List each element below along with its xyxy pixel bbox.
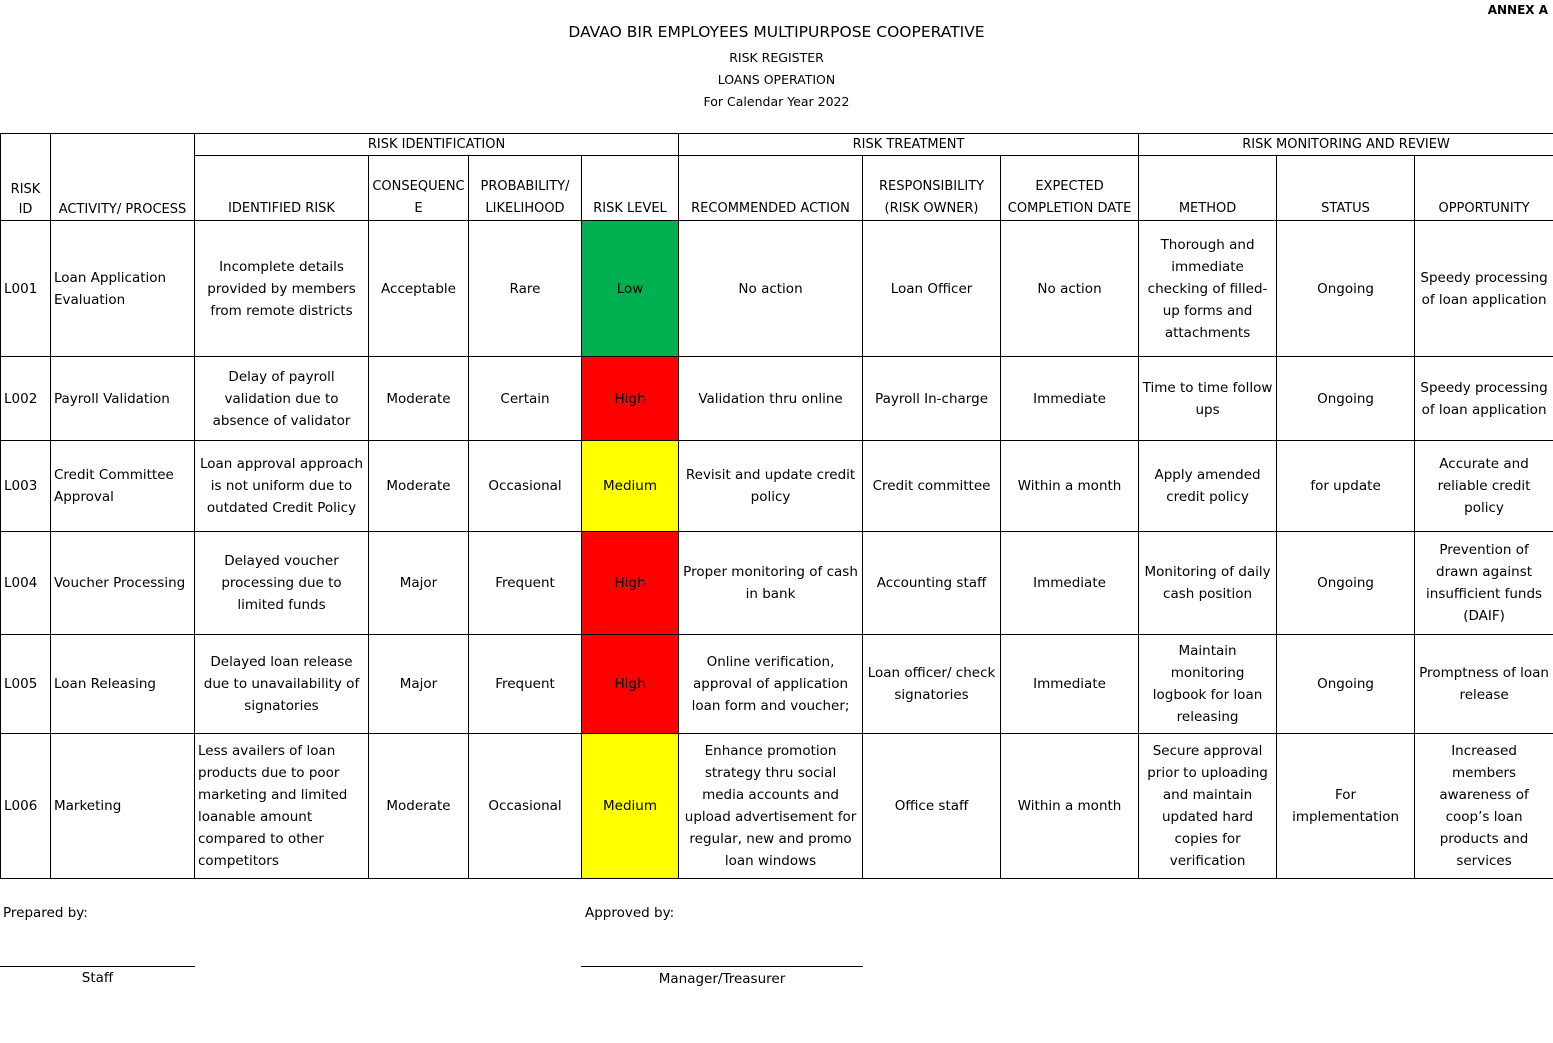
risk-level bbox=[582, 734, 679, 879]
consequence: Major bbox=[369, 635, 469, 734]
responsibility: Loan officer/ check signatories bbox=[863, 635, 1001, 734]
document-title: RISK REGISTER bbox=[729, 50, 824, 65]
method: Time to time follow ups bbox=[1139, 357, 1277, 441]
status: Ongoing bbox=[1277, 532, 1415, 635]
col-probability: PROBABILITY/ LIKELIHOOD bbox=[469, 156, 582, 221]
approved-by-label: Approved by: bbox=[585, 905, 675, 921]
probability: Rare bbox=[469, 221, 582, 357]
recommended-action: Proper monitoring of cash in bank bbox=[679, 532, 863, 635]
probability: Occasional bbox=[469, 441, 582, 532]
responsibility: Loan Officer bbox=[863, 221, 1001, 357]
group-risk-identification: RISK IDENTIFICATION bbox=[195, 134, 679, 156]
method: Monitoring of daily cash position bbox=[1139, 532, 1277, 635]
consequence: Major bbox=[369, 532, 469, 635]
method: Secure approval prior to uploading and maintain updated hard copies for verification bbox=[1139, 734, 1277, 879]
col-activity: ACTIVITY/ PROCESS bbox=[51, 134, 195, 221]
risk-id: L002 bbox=[1, 357, 51, 441]
consequence: Moderate bbox=[369, 734, 469, 879]
col-risk-id: RISK ID bbox=[1, 134, 51, 221]
risk-id: L004 bbox=[1, 532, 51, 635]
approved-role: Manager/Treasurer bbox=[658, 971, 786, 987]
prepared-by-label: Prepared by: bbox=[3, 905, 88, 921]
table-row bbox=[1, 734, 1553, 879]
col-method: METHOD bbox=[1139, 156, 1277, 221]
opportunity: Promptness of loan release bbox=[1415, 635, 1553, 734]
col-identified-risk: IDENTIFIED RISK bbox=[195, 156, 369, 221]
opportunity: Accurate and reliable credit policy bbox=[1415, 441, 1553, 532]
completion-date: No action bbox=[1001, 221, 1139, 357]
group-risk-treatment: RISK TREATMENT bbox=[679, 134, 1139, 156]
col-risk-level: RISK LEVEL bbox=[582, 156, 679, 221]
table-row bbox=[1, 635, 1553, 734]
risk-level-label: High bbox=[614, 676, 646, 692]
identified-risk: Less availers of loan products due to poor marketing and limited loanable amount compared to other competitors bbox=[195, 734, 369, 879]
status: Ongoing bbox=[1277, 635, 1415, 734]
activity: Loan Releasing bbox=[51, 635, 195, 734]
risk-id: L005 bbox=[1, 635, 51, 734]
approved-signature-line bbox=[581, 966, 863, 967]
identified-risk: Delayed loan release due to unavailability of signatories bbox=[195, 635, 369, 734]
recommended-action: Revisit and update credit policy bbox=[679, 441, 863, 532]
completion-date: Immediate bbox=[1001, 532, 1139, 635]
table-row bbox=[1, 221, 1553, 357]
col-consequence: CONSEQUENCE bbox=[369, 156, 469, 221]
method: Thorough and immediate checking of filled-up forms and attachments bbox=[1139, 221, 1277, 357]
opportunity: Speedy processing of loan application bbox=[1415, 221, 1553, 357]
identified-risk: Delay of payroll validation due to absence of validator bbox=[195, 357, 369, 441]
risk-id: L003 bbox=[1, 441, 51, 532]
recommended-action: Online verification, approval of application loan form and voucher; bbox=[679, 635, 863, 734]
col-opportunity: OPPORTUNITY bbox=[1415, 156, 1553, 221]
opportunity: Prevention of drawn against insufficient funds (DAIF) bbox=[1415, 532, 1553, 635]
risk-level bbox=[582, 357, 679, 441]
risk-register-table bbox=[0, 133, 1553, 879]
opportunity: Increased members awareness of coop’s loan products and services bbox=[1415, 734, 1553, 879]
activity: Credit Committee Approval bbox=[51, 441, 195, 532]
col-status: STATUS bbox=[1277, 156, 1415, 221]
status: for update bbox=[1277, 441, 1415, 532]
document-period: For Calendar Year 2022 bbox=[703, 94, 850, 109]
consequence: Moderate bbox=[369, 441, 469, 532]
activity: Payroll Validation bbox=[51, 357, 195, 441]
risk-level bbox=[582, 221, 679, 357]
probability: Certain bbox=[469, 357, 582, 441]
recommended-action: Enhance promotion strategy thru social media accounts and upload advertisement for regular, new and promo loan windows bbox=[679, 734, 863, 879]
completion-date: Immediate bbox=[1001, 635, 1139, 734]
completion-date: Immediate bbox=[1001, 357, 1139, 441]
organization-name: DAVAO BIR EMPLOYEES MULTIPURPOSE COOPERATIVE bbox=[568, 23, 985, 41]
consequence: Acceptable bbox=[369, 221, 469, 357]
probability: Frequent bbox=[469, 635, 582, 734]
identified-risk: Incomplete details provided by members from remote districts bbox=[195, 221, 369, 357]
activity: Marketing bbox=[51, 734, 195, 879]
col-responsibility: RESPONSIBILITY (RISK OWNER) bbox=[863, 156, 1001, 221]
risk-id: L006 bbox=[1, 734, 51, 879]
activity: Voucher Processing bbox=[51, 532, 195, 635]
opportunity: Speedy processing of loan application bbox=[1415, 357, 1553, 441]
risk-level bbox=[582, 532, 679, 635]
risk-level-label: Medium bbox=[603, 478, 657, 494]
risk-level bbox=[582, 441, 679, 532]
prepared-signature-line bbox=[0, 966, 195, 967]
annex-label: ANNEX A bbox=[1487, 3, 1548, 17]
col-completion-date: EXPECTED COMPLETION DATE bbox=[1001, 156, 1139, 221]
consequence: Moderate bbox=[369, 357, 469, 441]
risk-level bbox=[582, 635, 679, 734]
risk-level-label: High bbox=[614, 575, 646, 591]
recommended-action: Validation thru online bbox=[679, 357, 863, 441]
identified-risk: Loan approval approach is not uniform due to outdated Credit Policy bbox=[195, 441, 369, 532]
table-row bbox=[1, 441, 1553, 532]
status: Ongoing bbox=[1277, 357, 1415, 441]
table-row bbox=[1, 532, 1553, 635]
responsibility: Office staff bbox=[863, 734, 1001, 879]
status: Ongoing bbox=[1277, 221, 1415, 357]
col-recommended-action: RECOMMENDED ACTION bbox=[679, 156, 863, 221]
risk-level-label: Low bbox=[616, 280, 644, 297]
document-subtitle: LOANS OPERATION bbox=[717, 72, 836, 87]
responsibility: Payroll In-charge bbox=[863, 357, 1001, 441]
probability: Frequent bbox=[469, 532, 582, 635]
status: For implementation bbox=[1277, 734, 1415, 879]
prepared-role: Staff bbox=[81, 970, 114, 986]
method: Maintain monitoring logbook for loan releasing bbox=[1139, 635, 1277, 734]
risk-level-label: Medium bbox=[603, 798, 657, 814]
probability: Occasional bbox=[469, 734, 582, 879]
completion-date: Within a month bbox=[1001, 734, 1139, 879]
recommended-action: No action bbox=[679, 221, 863, 357]
responsibility: Credit committee bbox=[863, 441, 1001, 532]
risk-id: L001 bbox=[1, 221, 51, 357]
completion-date: Within a month bbox=[1001, 441, 1139, 532]
method: Apply amended credit policy bbox=[1139, 441, 1277, 532]
table-row bbox=[1, 357, 1553, 441]
activity: Loan Application Evaluation bbox=[51, 221, 195, 357]
identified-risk: Delayed voucher processing due to limited funds bbox=[195, 532, 369, 635]
group-risk-monitoring: RISK MONITORING AND REVIEW bbox=[1139, 134, 1553, 156]
responsibility: Accounting staff bbox=[863, 532, 1001, 635]
risk-level-label: High bbox=[614, 390, 646, 407]
